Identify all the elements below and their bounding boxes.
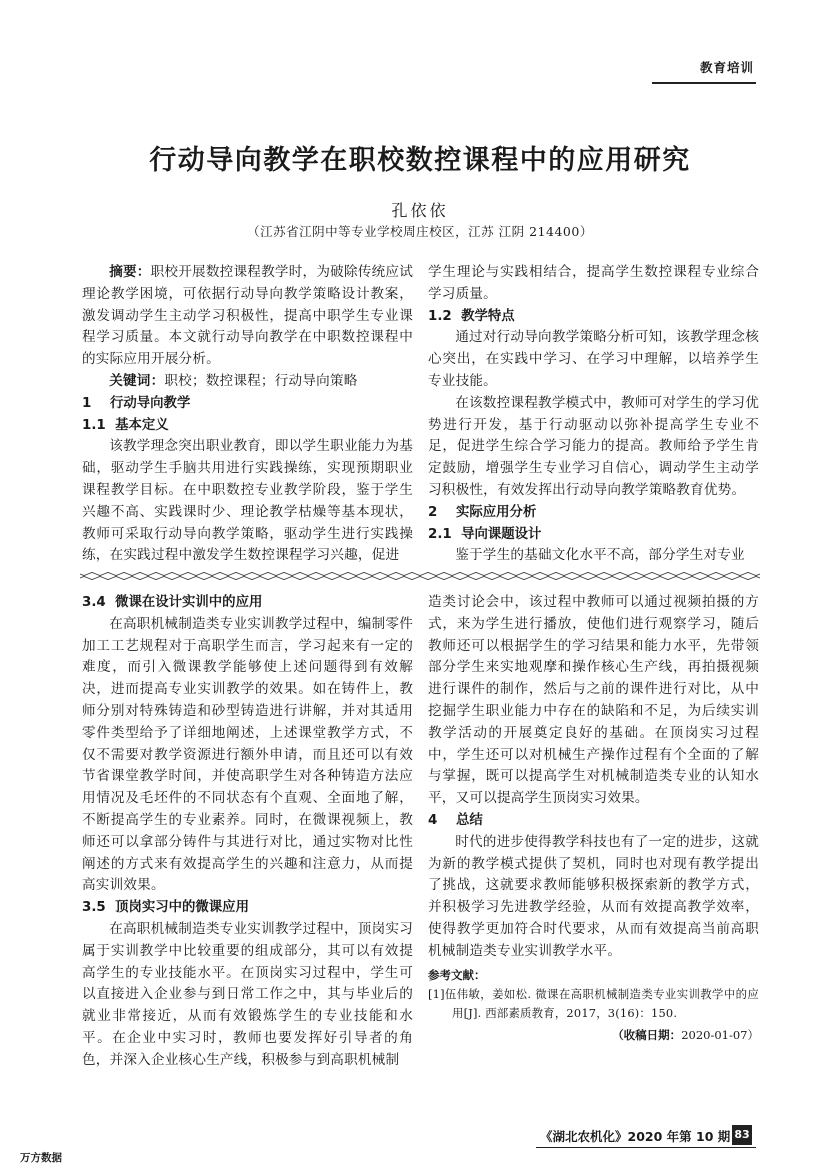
wavy-divider <box>80 571 760 581</box>
paragraph-3-4: 在高职机械制造类专业实训教学过程中，编制零件加工工艺规程对于高职学生而言，学习起来有一定的难度，而引入微课教学能够使上述问题得到有效解决，进而提高专业实训教学的效果。如在铸件上，教师分别对特殊铸造和砂型铸造进行讲解，并对其适用零件类型给予了详细地阐述，上述课堂教学方式，不仅不需要对教学资源进行额外申请，而且还可以有效节省课堂教学时间，并使高职学生对各种铸造方法应用情况及毛坯件的不同状态有个直观、全面地了解，不断提高学生的专业素养。同时，在微课视频上，教师还可以拿部分铸件与其进行对比，通过实物对比性阐述的方式来有效提高学生的兴趣和注意力，从而提高实训效果。 <box>82 615 413 894</box>
keywords-label: 关键词： <box>109 372 165 389</box>
heading-section-3-5: 3.5 顶岗实习中的微课应用 <box>82 900 249 916</box>
received-date: （收稿日期：2020-01-07） <box>612 1027 759 1042</box>
upper-left-column <box>82 262 413 567</box>
author-name: 孔依依 <box>391 201 449 220</box>
page-number: 83 <box>732 1125 752 1145</box>
heading-section-3-4: 3.4 微课在设计实训中的应用 <box>82 595 263 610</box>
paragraph-1-2-a: 通过对行动导向教学策略分析可知，该教学理念核心突出，在实践中学习、在学习中理解，以培养学生专业技能。 <box>428 329 759 389</box>
affiliation: （江苏省江阴中等专业学校周庄校区，江苏 江阴 214400） <box>247 224 593 239</box>
lower-left-column <box>82 592 413 1072</box>
keywords-text: 职校；数控课程；行动导向策略 <box>164 372 358 389</box>
heading-section-1-1: 1.1 基本定义 <box>82 417 169 433</box>
paragraph-4: 时代的进步使得教学科技也有了一定的进步，这就为新的教学模式提供了契机，同时也对现有教学提出了挑战，这就要求教师能够积极探索新的教学方式，并积极学习先进教学经验，从而有效提高教学效率，使得教学更加符合时代要求，从而有效提高当前高职机械制造类专业实训教学水平。 <box>428 833 759 959</box>
article-title: 行动导向教学在职校数控课程中的应用研究 <box>149 145 691 176</box>
paragraph-continued: 学生理论与实践相结合，提高学生数控课程专业综合学习质量。 <box>428 264 759 302</box>
footer-rule <box>536 1147 756 1148</box>
abstract <box>82 262 413 371</box>
paragraph-1-2-b: 在该数控课程教学模式中，教师可对学生的学习优势进行开发，基于行动驱动以弥补提高学生专业不足，促进学生综合学习能力的提高。教师给予学生肯定鼓励，增强学生专业学习自信心，调动学生主动学习积极性，有效发挥出行动导向教学策略教育优势。 <box>428 394 759 498</box>
abstract-text: 职校开展数控课程教学时，为破除传统应试理论教学困境，可依据行动导向教学策略设计教案，激发调动学生主动学习积极性，提高中职学生专业课程学习质量。本文就行动导向教学在中职数控课程中的实际应用开展分析。 <box>82 264 413 368</box>
abstract-label: 摘要： <box>109 264 151 280</box>
section-label: 教育培训 <box>700 60 755 75</box>
reference-1: [1]伍伟敏，姜如松. 微课在高职机械制造类专业实训教学中的应用[J]. 西部素质教育，2017，3(16)：150. <box>428 986 759 1020</box>
paragraph-2-1: 鉴于学生的基础文化水平不高，部分学生对专业 <box>455 547 745 564</box>
heading-section-2: 2 实际应用分析 <box>428 504 537 520</box>
heading-section-2-1: 2.1 导向课题设计 <box>428 526 542 542</box>
heading-section-1-2: 1.2 教学特点 <box>428 308 515 324</box>
watermark: 万方数据 <box>20 1152 62 1164</box>
footer-journal: 《湖北农机化》2020 年第 10 期 <box>540 1129 731 1144</box>
lower-right-column <box>428 592 759 1045</box>
keywords <box>82 371 413 393</box>
paragraph-continued-2: 造类讨论会中，该过程中教师可以通过视频拍摄的方式，来为学生进行播放，使他们进行观察学习，随后教师还可以根据学生的学习结果和能力水平，先带领部分学生来实地观摩和操作核心生产线，再拍摄视频进行课件的制作，然后与之前的课件进行对比，从中挖掘学生职业能力中存在的缺陷和不足，为后续实训教学活动的开展奠定良好的基础。在顶岗实习过程中，学生还可以对机械生产操作过程有个全面的了解与掌握，既可以提高学生对机械制造类专业的认知水平，又可以提高学生顶岗实习效果。 <box>428 594 759 807</box>
references-label: 参考文献： <box>428 967 486 982</box>
heading-section-4: 4 总结 <box>428 812 483 828</box>
upper-right-column <box>428 262 759 567</box>
heading-section-1: 1 行动导向教学 <box>82 395 191 411</box>
paragraph-3-5: 在高职机械制造类专业实训教学过程中，顶岗实习属于实训教学中比较重要的组成部分，其可以有效提高学生的专业技能水平。在顶岗实习过程中，学生可以直接进入企业参与到日常工作之中，其与毕业后的就业非常接近，从而有效锻炼学生的专业技能和水平。在企业中实习时，教师也要发挥好引导者的角色，并深入企业核心生产线，积极参与到高职机械制 <box>82 920 413 1068</box>
paragraph-1-1: 该教学理念突出职业教育，即以学生职业能力为基础，驱动学生手脑共用进行实践操练，实现预期职业课程教学目标。在中职数控专业教学阶段，鉴于学生兴趣不高、实践课时少、理论教学枯燥等基本现状，教师可采取行动导向教学策略，驱动学生进行实践操练，在实践过程中激发学生数控课程学习兴趣，促进 <box>82 438 413 564</box>
header-rule <box>652 82 756 84</box>
